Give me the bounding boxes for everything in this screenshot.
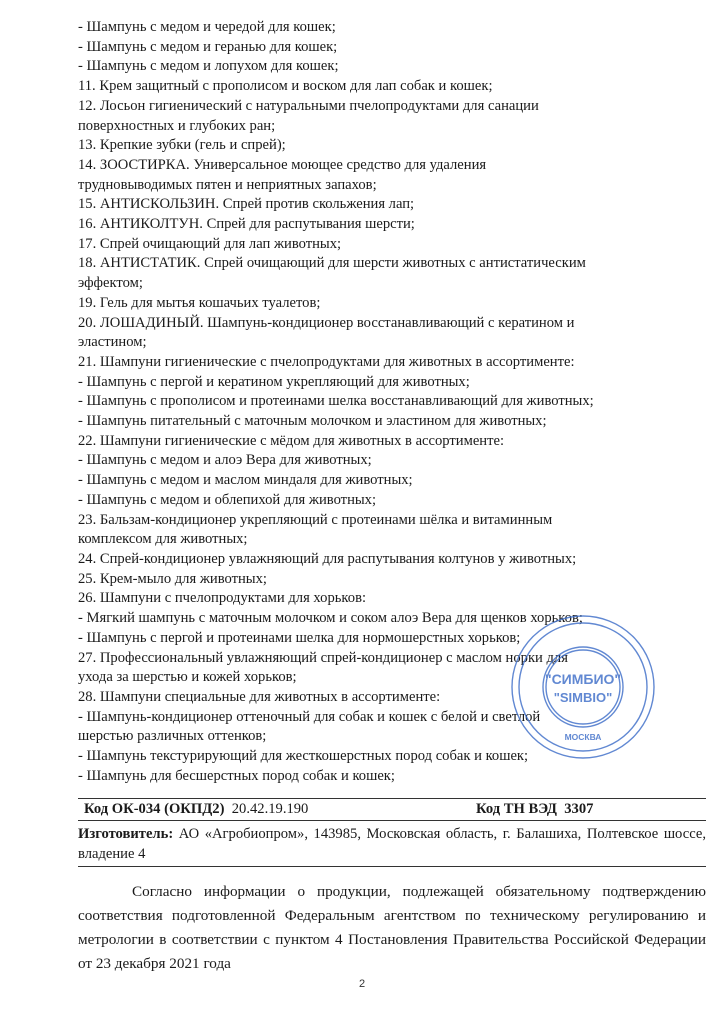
manufacturer-label: Изготовитель:: [78, 826, 174, 842]
tnved-label: Код ТН ВЭД: [476, 801, 557, 817]
list-line: трудновыводимых пятен и неприятных запахов;: [78, 176, 377, 193]
classification-codes: [78, 800, 706, 820]
list-line: 11. Крем защитный с прополисом и воском для лап собак и кошек;: [78, 78, 493, 95]
list-line: ухода за шерстью и кожей хорьков;: [78, 669, 297, 686]
list-line: 12. Лосьон гигиенический с натуральными пчелопродуктами для санации: [78, 97, 539, 114]
tnved-value: 3307: [564, 801, 594, 817]
list-line: 20. ЛОШАДИНЫЙ. Шампунь-кондиционер восстанавливающий с кератином и: [78, 314, 575, 331]
list-line: - Шампунь-кондиционер оттеночный для собак и кошек с белой и светлой: [78, 708, 541, 725]
list-line: - Шампунь с прополисом и протеинами шелка восстанавливающий для животных;: [78, 393, 594, 410]
okpd-code: [84, 800, 308, 819]
list-line: 28. Шампуни специальные для животных в ассортименте:: [78, 688, 441, 705]
svg-text:"СИМБИО": "СИМБИО": [544, 671, 622, 687]
list-line: эластином;: [78, 334, 147, 351]
list-line: - Шампунь питательный с маточным молочком и эластином для животных;: [78, 413, 547, 430]
list-line: 23. Бальзам-кондиционер укрепляющий с протеинами шёлка и витаминным: [78, 511, 553, 528]
list-line: - Шампунь с медом и маслом миндаля для животных;: [78, 472, 413, 489]
list-line: эффектом;: [78, 275, 143, 292]
paragraph-text: Согласно информации о продукции, подлежащей обязательному подтверждению соответствия подготовленной Федеральным агентством по техническому регулированию и метрологии в соответствии с пунктом 4 Постановления Правительства Российской Федерации от 23 декабря 2021 года: [78, 883, 706, 972]
tnved-code: [476, 800, 593, 819]
list-line: - Мягкий шампунь с маточным молочком и соком алоэ Вера для щенков хорьков;: [78, 610, 583, 627]
list-line: 22. Шампуни гигиенические с мёдом для животных в ассортименте:: [78, 432, 505, 449]
list-line: поверхностных и глубоких ран;: [78, 117, 276, 134]
list-line: - Шампунь с медом и облепихой для животных;: [78, 491, 377, 508]
list-line: - Шампунь с медом и алоэ Вера для животных;: [78, 452, 372, 469]
list-line: - Шампунь с пергой и кератином укрепляющий для животных;: [78, 373, 470, 390]
list-line: - Шампунь с пергой и протеинами шелка для нормошерстных хорьков;: [78, 629, 521, 646]
list-line: 21. Шампуни гигиенические с пчелопродуктами для животных в ассортименте:: [78, 353, 575, 370]
list-line: 16. АНТИКОЛТУН. Спрей для распутывания шерсти;: [78, 216, 415, 233]
body-paragraph: [78, 880, 706, 976]
list-line: 27. Профессиональный увлажняющий спрей-кондиционер с маслом норки для: [78, 649, 568, 666]
page-number: 2: [358, 978, 366, 990]
okpd-value: 20.42.19.190: [231, 801, 309, 817]
list-line: - Шампунь текстурирующий для жесткошерстных пород собак и кошек;: [78, 748, 529, 765]
manufacturer-text: АО «Агробиопром», 143985, Московская область, г. Балашиха, Полтевское шоссе, владение 4: [78, 826, 706, 862]
separator-line: [78, 820, 706, 821]
list-line: 19. Гель для мытья кошачьих туалетов;: [78, 294, 321, 311]
manufacturer-block: [78, 824, 706, 864]
list-line: - Шампунь для бесшерстных пород собак и кошек;: [78, 767, 395, 784]
okpd-label: Код ОК-034 (ОКПД2): [84, 801, 225, 817]
list-line: - Шампунь с медом и геранью для кошек;: [78, 38, 338, 55]
svg-text:"SIMBIO": "SIMBIO": [553, 690, 613, 705]
list-line: - Шампунь с медом и чередой для кошек;: [78, 19, 336, 35]
list-line: 26. Шампуни с пчелопродуктами для хорьков:: [78, 590, 367, 607]
separator-line: [78, 798, 706, 799]
list-line: - Шампунь с медом и лопухом для кошек;: [78, 58, 339, 75]
list-line: шерстью различных оттенков;: [78, 728, 267, 745]
separator-line: [78, 866, 706, 867]
list-line: 24. Спрей-кондиционер увлажняющий для распутывания колтунов у животных;: [78, 550, 577, 567]
company-seal-stamp: [508, 612, 658, 762]
svg-text:МОСКВА: МОСКВА: [564, 732, 602, 742]
list-line: 13. Крепкие зубки (гель и спрей);: [78, 137, 286, 154]
list-line: 15. АНТИСКОЛЬЗИН. Спрей против скольжения лап;: [78, 196, 415, 213]
list-line: 17. Спрей очищающий для лап животных;: [78, 235, 342, 252]
list-line: 25. Крем-мыло для животных;: [78, 570, 267, 587]
list-line: 18. АНТИСТАТИК. Спрей очищающий для шерсти животных с антистатическим: [78, 255, 586, 272]
list-line: комплексом для животных;: [78, 531, 248, 548]
list-line: 14. ЗООСТИРКА. Универсальное моющее средство для удаления: [78, 156, 487, 173]
